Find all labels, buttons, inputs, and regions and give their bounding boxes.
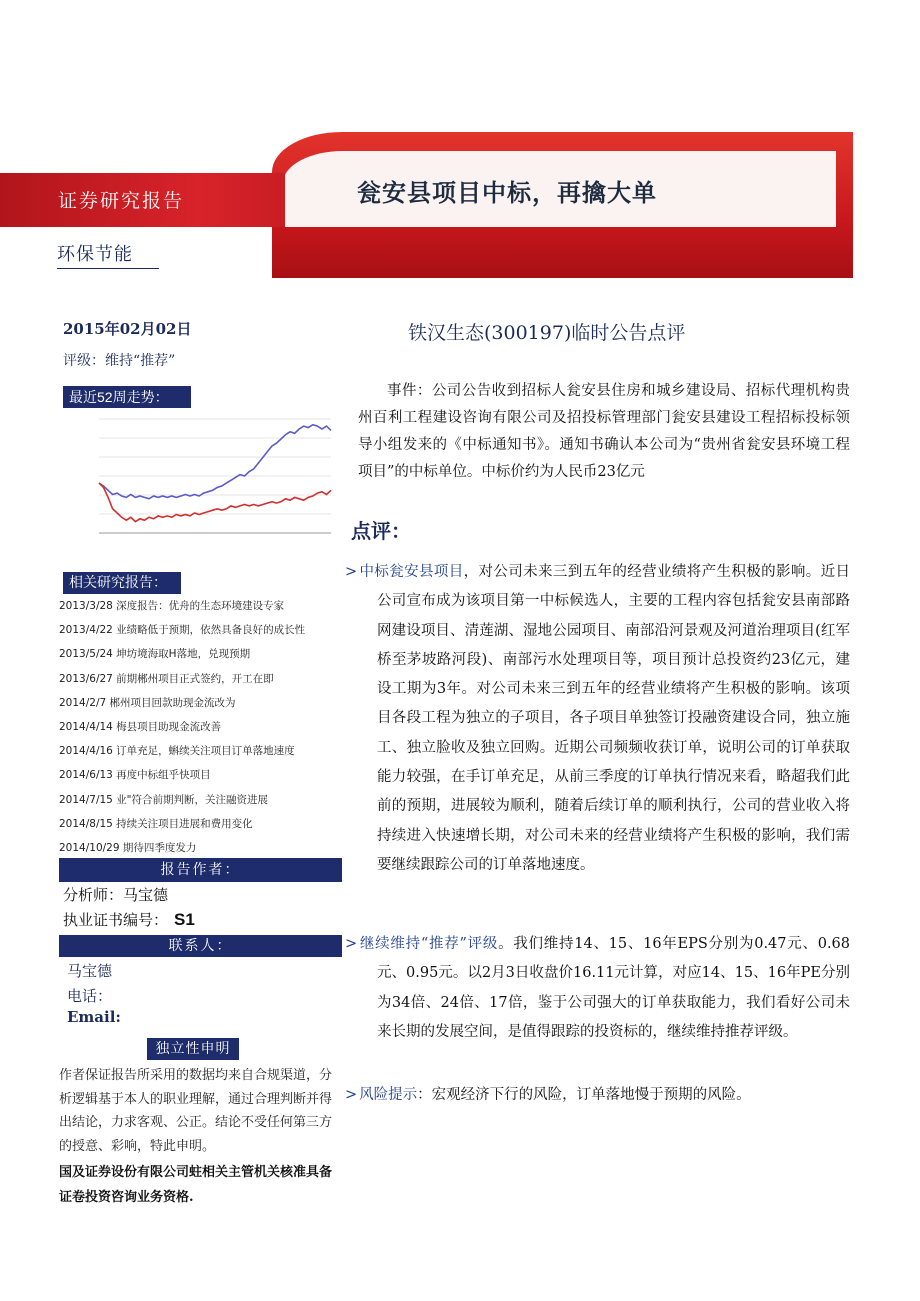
qualification-text: 国及证券设份有限公司蛀相关主管机关核准具备证卷投资咨询业务资格. <box>59 1165 333 1205</box>
analyst-name: 分析师：马宝德 <box>63 886 169 904</box>
related-item[interactable]: 2013/4/22 业绩略低于预期，依然具备良好的成长性 <box>59 624 306 637</box>
point-lead: 风险提示 <box>359 1087 418 1103</box>
point-1 <box>345 558 850 880</box>
related-item[interactable]: 2014/2/7 郴州项目回款助现金流改为 <box>59 696 236 709</box>
report-date: 2015年02月02日 <box>63 320 192 338</box>
point-lead: 中标瓮安县项目 <box>359 564 464 580</box>
point-text: ：宏观经济下行的风险，订单落地慢于预期的风险。 <box>417 1087 751 1103</box>
related-list <box>59 598 344 864</box>
trend-heading: 最近52周走势： <box>63 386 191 408</box>
related-item[interactable]: 2014/4/16 订单充足，蝌续关注项目订单落地速度 <box>59 745 295 758</box>
related-item[interactable]: 2014/8/15 持续关注项目进展和费用变化 <box>59 817 253 830</box>
trend-chart-svg <box>61 411 343 561</box>
related-item[interactable]: 2014/6/13 再度中标组乎快项目 <box>59 769 211 782</box>
report-type-label: 证券研究报告 <box>58 190 185 212</box>
event-paragraph: 事件：公司公告收到招标人瓮安县住房和城乡建设局、招标代理机构贵州百利工程建设咨询有限公司及招投标管理部门瓮安县建设工程招标投标领导小组发来的《中标通知书》。通知书确认本公司为“贵州省瓮安县环境工程项目”的中标单位。中标价约为人民币23亿元 <box>358 383 850 480</box>
chevron-right-icon: > <box>345 936 358 952</box>
report-title: 瓮安县项目中标，再擒大单 <box>357 178 657 207</box>
cert-value: S1 <box>174 910 195 929</box>
related-heading: 相关研究报告： <box>63 572 181 594</box>
cert-label: 执业证书编号： <box>63 911 169 929</box>
independence-heading: 独立性申明 <box>147 1038 239 1060</box>
title-panel <box>283 151 836 227</box>
author-heading: 报告作者： <box>59 858 342 882</box>
left-banner <box>0 173 285 227</box>
independence-text: 作者保证报告所采用的数据均来自合规渠道，分析逻辑基于本人的职业理解，通过合理判断并得出结论，力求客观、公正。结论不受任何第三方的授意、彩响，特此申明。 <box>59 1068 333 1154</box>
trend-chart <box>61 411 343 561</box>
point-text: 。我们维持14、15、16年EPS分别为0.47元、0.68元、0.95元。以2月3日收盘价16.11元计算，对应14、15、16年PE分别为34倍、24倍、17倍，鉴于公司强大的订单获取能力，我们看好公司未来长期的发展空间，是值得跟踪的投资标的，继续维持推荐评级。 <box>377 936 851 1040</box>
related-item[interactable]: 2014/10/29 期待四季度发力 <box>59 841 197 854</box>
chevron-right-icon: > <box>345 1087 358 1103</box>
contact-email: Email: <box>67 1008 121 1026</box>
point-text: ，对公司未来三到五年的经营业绩将产生积极的影响。近日公司宣布成为该项目第一中标候选人，主要的工程内容包括瓮安县南部路网建设项目、清莲湖、湿地公园项目、南部沿河景观及河道治理项目(红军桥至茅坡路河段)、南部污水处理项目等，项目预计总投资约23亿元，建设工期为3年。对公司未来三到五年的经营业绩将产生积极的影响。该项目各段工程为独立的子项目，各子项目单独签订投融资建设合同，独立施工、独立脸收及独立回购。近期公司频频收获订单，说明公司的订单获取能力较强，在手订单充足，从前三季度的订单执行情况来看，略超我们此前的预期，进展较为顺利，随着后续订单的顺利执行，公司的营业收入将持续进入快速增长期，对公司未来的经营业绩将产生积极的影响，我们需要继续跟踪公司的订单落地速度。 <box>377 564 851 873</box>
rating-label: 评级：维持“推荐” <box>63 353 176 369</box>
point-3 <box>345 1081 850 1110</box>
related-item[interactable]: 2014/4/14 梅县项目助现金流改善 <box>59 720 222 733</box>
contact-heading: 联系人： <box>59 935 342 957</box>
related-item[interactable]: 2013/6/27 前期郴州项目正式签约，开工在即 <box>59 672 274 685</box>
contact-name: 马宝德 <box>67 962 113 980</box>
related-item[interactable]: 2013/5/24 坤坊境海取H落地，兑现预期 <box>59 648 251 661</box>
related-item[interactable]: 2014/7/15 业"符合前期判断，关注融资进展 <box>59 793 269 806</box>
sector-label: 环保节能 <box>57 240 159 269</box>
point-2 <box>345 930 850 1047</box>
company-title: 铁汉生态(300197)临时公告点评 <box>408 322 686 344</box>
cert-number <box>63 909 195 930</box>
contact-phone: 电话： <box>67 987 113 1005</box>
chevron-right-icon: > <box>345 564 358 580</box>
chart-series-stock <box>99 425 331 499</box>
point-lead: 继续维持“推荐”评级 <box>359 936 499 952</box>
comment-heading: 点评： <box>351 519 411 543</box>
related-item[interactable]: 2013/3/28 深度报告：优舟的生态环境建设专家 <box>59 600 285 612</box>
